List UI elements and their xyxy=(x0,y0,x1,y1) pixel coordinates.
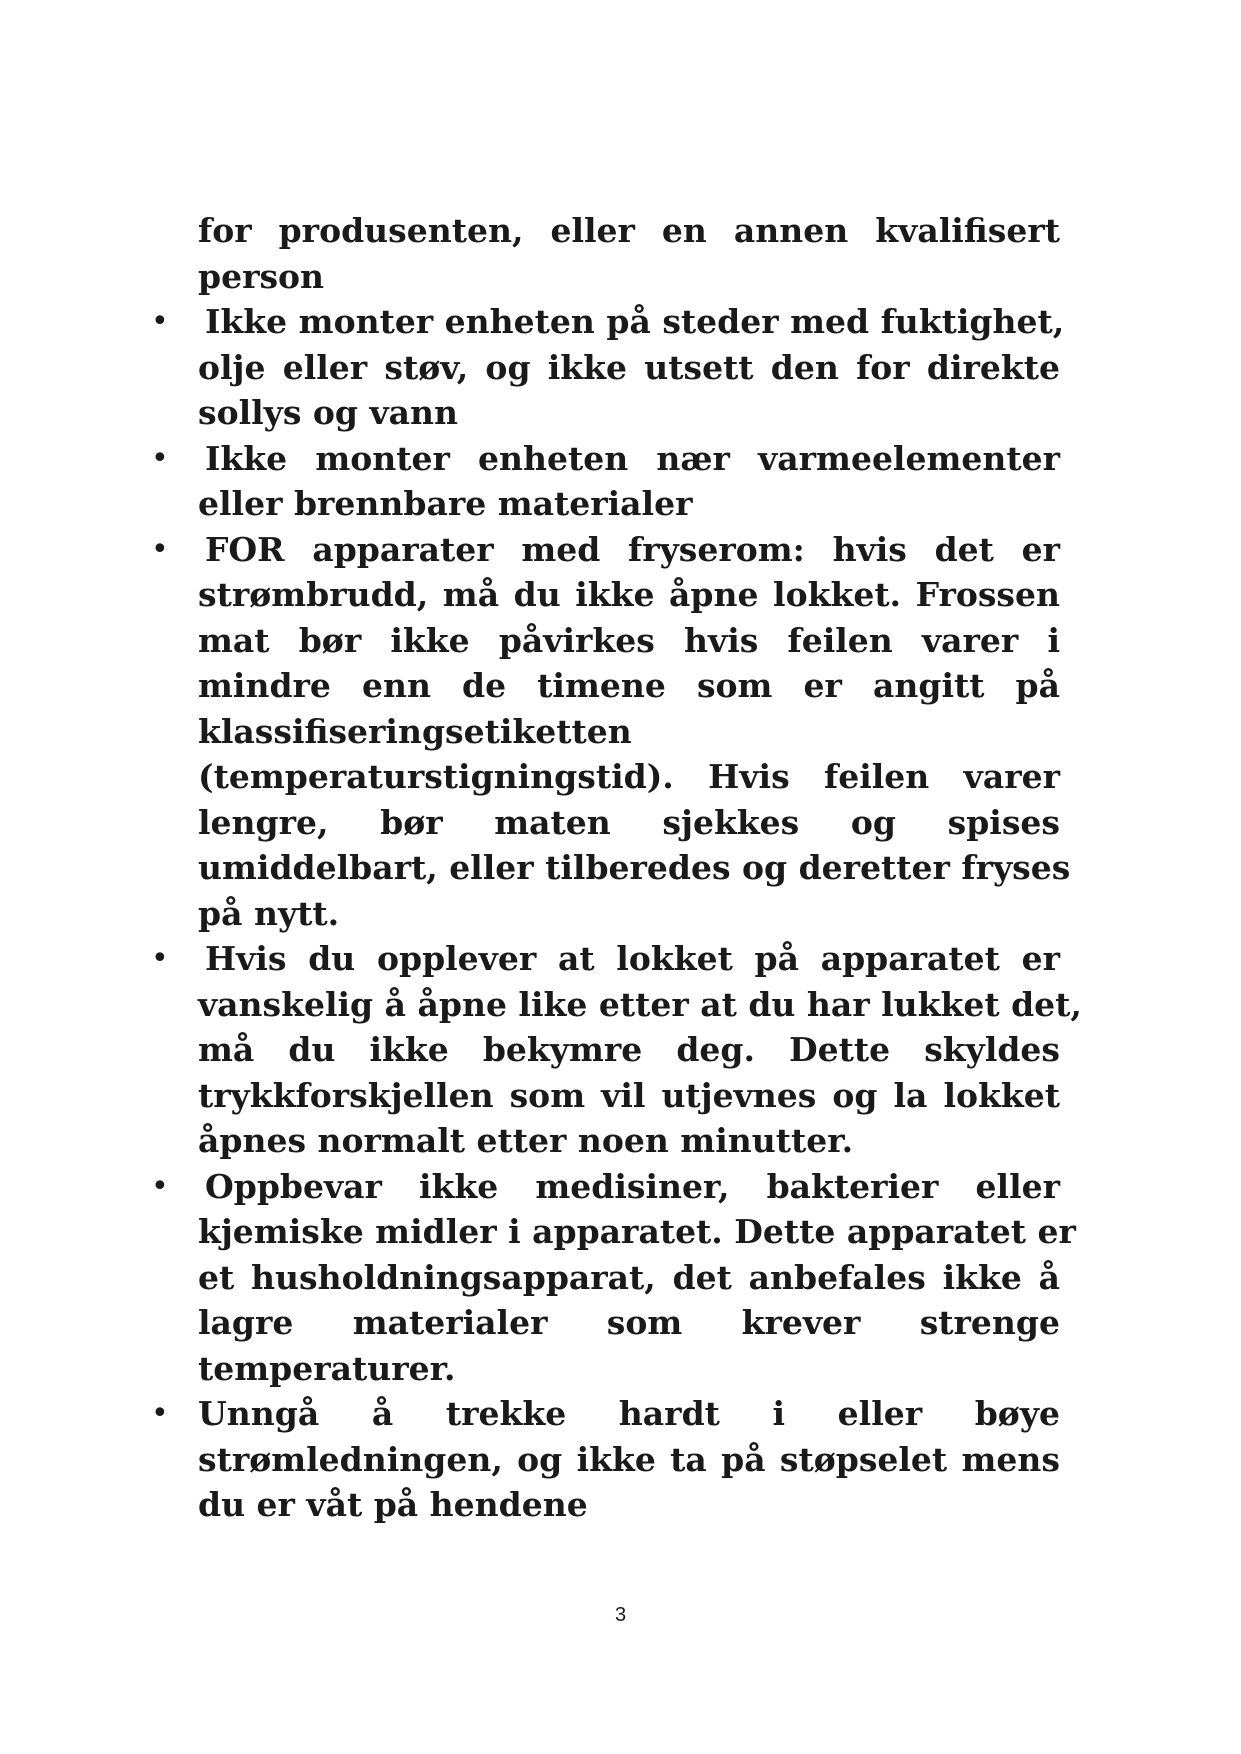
list-item-line: • Ikke monter enheten nær varmeelementer xyxy=(198,436,1060,482)
list-item-line: mat bør ikke påvirkes hvis feilen varer i xyxy=(198,620,1060,660)
page-number: 3 xyxy=(614,1604,627,1626)
bullet-icon: • xyxy=(151,941,169,976)
list-item-line: lagre materialer som krever strenge xyxy=(198,1303,1060,1342)
list-item xyxy=(151,1164,1076,1392)
list-item-line: olje eller støv, og ikke utsett den for direkte xyxy=(198,347,1060,387)
list-item-line: (temperaturstigningstid). Hvis feilen varer xyxy=(198,757,1060,796)
list-item-line: kjemiske midler i apparatet. Dette apparatet er xyxy=(198,1212,1076,1251)
list-item-line: på nytt. xyxy=(198,893,340,933)
list-item-line: trykkforskjellen som vil utjevnes og la lokket xyxy=(198,1075,1060,1115)
bullet-icon: • xyxy=(151,440,169,476)
list-item-line: et husholdningsapparat, det anbefales ikke å xyxy=(198,1257,1060,1297)
list-item-line: du er våt på hendene xyxy=(198,1485,588,1524)
intro-line-2: person xyxy=(198,256,325,296)
list-item-line: strømledningen, og ikke ta på støpselet mens xyxy=(198,1439,1060,1479)
bullet-icon: • xyxy=(151,1396,169,1431)
list-item-line: må du ikke bekymre deg. Dette skyldes xyxy=(198,1030,1060,1069)
list-item-line: strømbrudd, må du ikke åpne lokket. Frossen xyxy=(198,575,1060,614)
list-item-line: • Ikke monter enheten på steder med fuktighet, xyxy=(198,299,1060,345)
list-item-line: vanskelig å åpne like etter at du har lukket det, xyxy=(198,984,1082,1024)
bullet-icon: • xyxy=(151,304,169,339)
list-item-line: • Unngå å trekke hardt i eller bøye xyxy=(198,1391,1060,1437)
intro-line-1: for produsenten, eller en annen kvalifisert xyxy=(198,211,1060,250)
list-item-line: • FOR apparater med fryserom: hvis det er xyxy=(198,527,1060,573)
list-item-line: lengre, bør maten sjekkes og spises xyxy=(198,802,1060,842)
list-item-line: temperaturer. xyxy=(198,1348,456,1388)
list-item xyxy=(151,436,1060,527)
list-item-line: eller brennbare materialer xyxy=(198,484,693,523)
list-item xyxy=(151,1391,1060,1528)
list-item-line: åpnes normalt etter noen minutter. xyxy=(198,1121,854,1160)
list-item-line: • Oppbevar ikke medisiner, bakterier eller xyxy=(198,1164,1060,1210)
document-body xyxy=(151,208,1082,1528)
bullet-icon: • xyxy=(151,531,169,567)
list-item-line: sollys og vann xyxy=(198,393,459,432)
list-item-line: mindre enn de timene som er angitt på xyxy=(198,666,1060,705)
list-item-line: • Hvis du opplever at lokket på apparatet er xyxy=(198,936,1060,982)
list-item xyxy=(151,527,1071,937)
bullet-icon: • xyxy=(151,1168,169,1204)
list-item xyxy=(151,936,1082,1164)
list-item-line: umiddelbart, eller tilberedes og deretter fryses xyxy=(198,848,1071,887)
list-item-line: klassifiseringsetiketten xyxy=(198,711,632,751)
list-item xyxy=(151,299,1065,436)
